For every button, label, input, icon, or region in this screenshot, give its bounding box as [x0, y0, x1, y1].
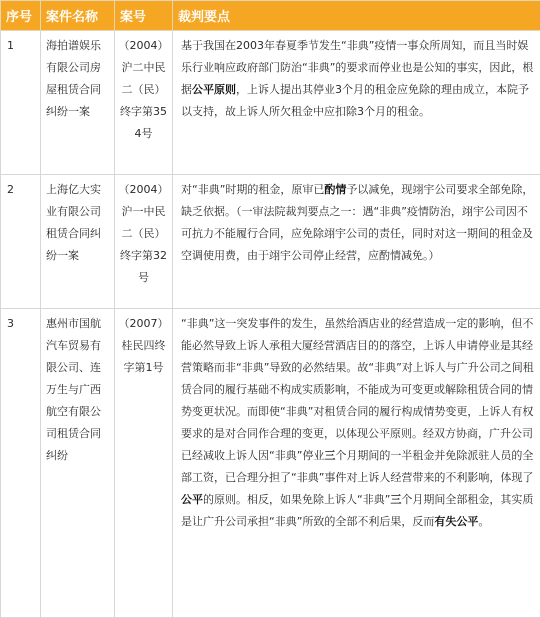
ruling-text: 对“非典”时期的租金，原审已: [181, 183, 324, 196]
ruling-text: 的原则。相反，如果免除上诉人“非典”: [203, 493, 390, 506]
table-row: [1, 31, 540, 175]
ruling-points-cell: [173, 31, 540, 175]
ruling-emphasis: 公平: [181, 493, 203, 506]
serial-cell: 2: [1, 175, 41, 309]
ruling-emphasis: 酌情: [324, 183, 346, 196]
case-number-cell: （2004）沪二中民二（民）终字第354号: [115, 31, 173, 175]
serial-cell: 1: [1, 31, 41, 175]
ruling-text: ，上诉人提出其停业3个月的租金应免除的理由成立，本院予以支持，故上诉人所欠租金中应扣除3个月的租金。: [181, 83, 529, 118]
header-case-name: 案件名称: [41, 1, 115, 31]
header-case-number: 案号: [115, 1, 173, 31]
ruling-text: 予以减免，现翊宇公司要求全部免除，缺乏依据。（一审法院裁判要点之一：遇“非典”疫情防治，翊宇公司因不可抗力不能履行合同，应免除翊宇公司的责任，同时对这一期间的租金及空调使用费，由于翊宇公司停止经营，应酌情减免。）: [181, 183, 533, 262]
table-row: [1, 309, 540, 618]
ruling-points-cell: [173, 309, 540, 618]
ruling-emphasis: 公平原则: [192, 83, 236, 96]
ruling-emphasis: 三: [324, 449, 335, 462]
serial-cell: 3: [1, 309, 41, 618]
header-ruling-points: 裁判要点: [173, 1, 540, 31]
case-name-cell: 惠州市国航汽车贸易有限公司、连万生与广西航空有限公司租赁合同纠纷: [41, 309, 115, 618]
ruling-points-cell: [173, 175, 540, 309]
ruling-emphasis: 有失公平: [434, 515, 478, 528]
case-name-cell: 海拍谱娱乐有限公司房屋租赁合同纠纷一案: [41, 31, 115, 175]
ruling-text: 个月期间的一半租金并免除派驻人员的全部工资，已合理分担了“非典”事件对上诉人经营带来的不利影响，体现了: [181, 449, 533, 484]
header-serial: 序号: [1, 1, 41, 31]
ruling-text: 个月期间全部租金，其实质是让广升公司承担“非典”所致的全部不利后果，反而: [181, 493, 533, 528]
ruling-emphasis: 三: [390, 493, 401, 506]
table-row: [1, 175, 540, 309]
case-number-cell: （2007）桂民四终字第1号: [115, 309, 173, 618]
case-number-cell: （2004）沪一中民二（民）终字第32号: [115, 175, 173, 309]
case-name-cell: 上海亿大实业有限公司租赁合同纠纷一案: [41, 175, 115, 309]
ruling-text: “非典”这一突发事件的发生，虽然给酒店业的经营造成一定的影响，但不能必然导致上诉人承租大厦经营酒店目的的落空，上诉人申请停业是其经营策略而非“非典”导致的必然结果。故“非典”对上诉人与广升公司之间租赁合同的履行基础不构成实质影响，不能成为可变更或解除租赁合同的情势变更状况。而即使“非典”对租赁合同的履行构成情势变更，上诉人有权要求的是对合同作合理的变更，以体现公平原则。经双方协商，广升公司已经减收上诉人因“非典”停业: [181, 317, 534, 462]
header-row: [1, 1, 540, 31]
ruling-text: 基于我国在2003年春夏季节发生“非典”疫情一事众所周知，而且当时娱乐行业响应政府部门防治“非典”的要求而停业也是公知的事实，因此，根据: [181, 39, 533, 96]
ruling-text: 。: [478, 515, 489, 528]
